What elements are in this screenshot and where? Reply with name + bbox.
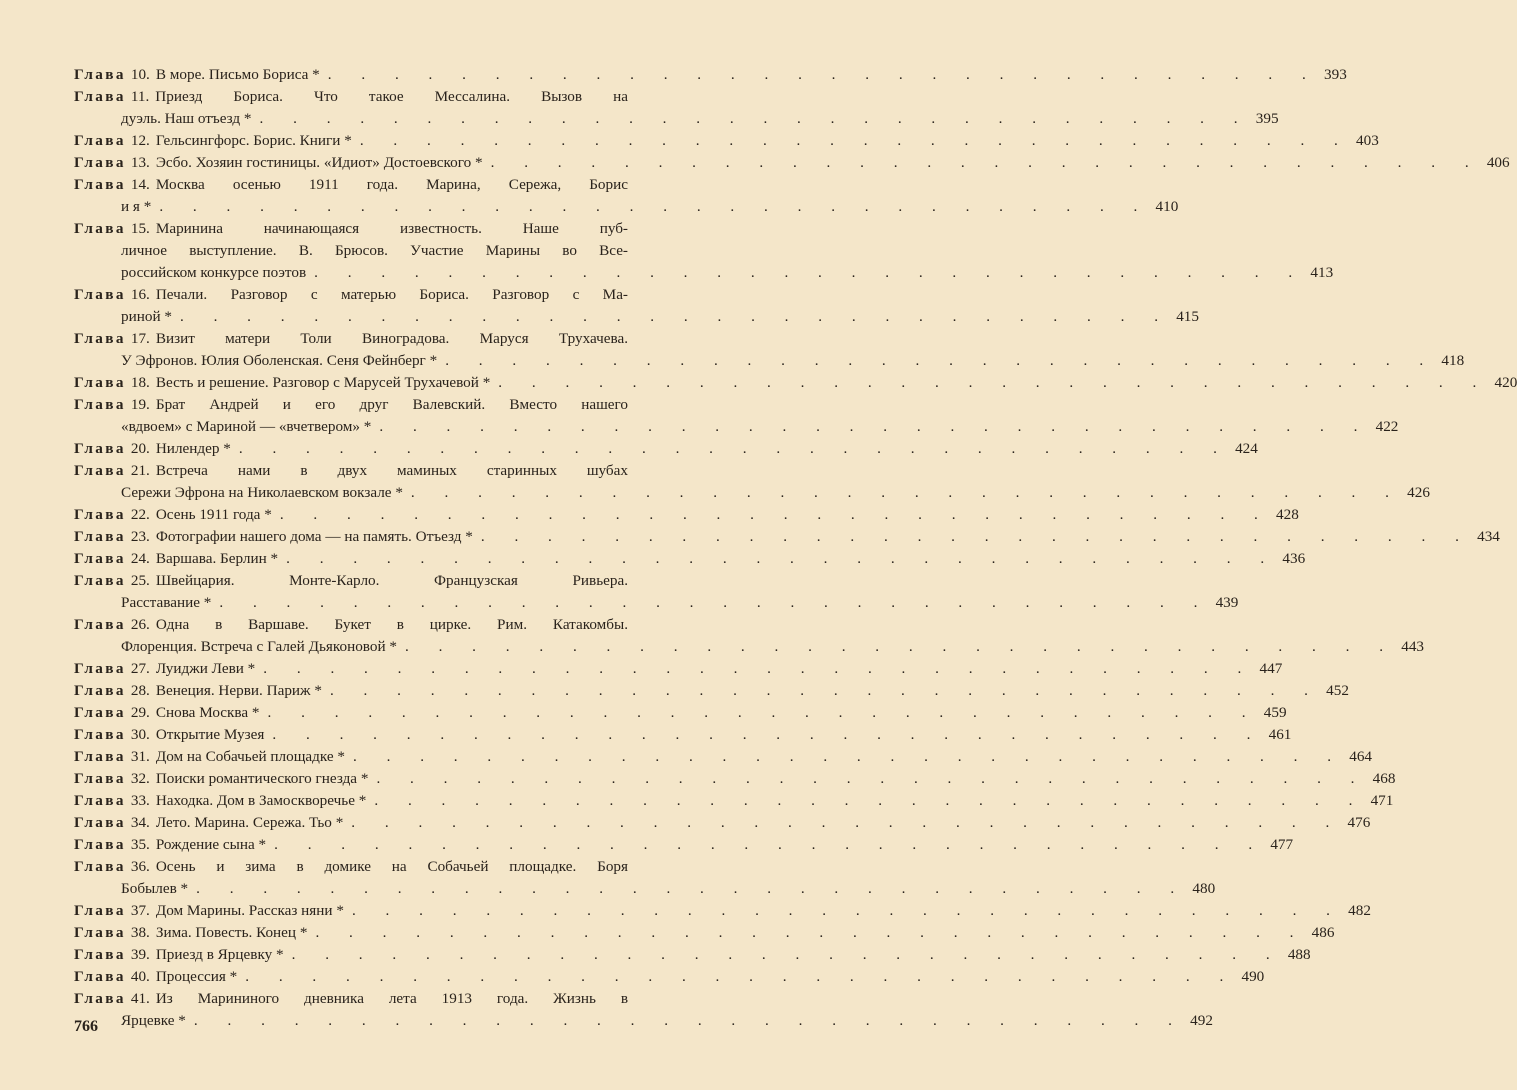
chapter-number: 26. (130, 616, 150, 633)
toc-entry-line (74, 834, 1294, 856)
chapter-page-number: 459 (1263, 704, 1287, 721)
chapter-page-number: 420 (1494, 374, 1517, 391)
toc-entry (74, 438, 1258, 460)
chapter-title: Расставание * (121, 594, 212, 611)
chapter-number: 23. (130, 528, 150, 545)
chapter-label: Глава (74, 506, 126, 523)
chapter-number: 19. (130, 396, 150, 413)
toc-entry (74, 526, 1500, 548)
chapter-page-number: 418 (1441, 352, 1465, 369)
chapter-title: Венеция. Нерви. Париж * (155, 682, 322, 699)
toc-entry-line (74, 548, 1306, 570)
chapter-number: 22. (130, 506, 150, 523)
chapter-title: Встреча нами в двух маминых старинных шубах (155, 462, 628, 479)
chapter-title: Поиски романтического гнезда * (155, 770, 369, 787)
chapter-page-number: 447 (1259, 660, 1283, 677)
chapter-label: Глава (74, 88, 126, 105)
chapter-label: Глава (74, 660, 126, 677)
chapter-page-number: 492 (1190, 1012, 1213, 1029)
toc-entry (74, 372, 1517, 394)
toc-entry (74, 174, 1179, 218)
toc-entry-line (74, 680, 1349, 702)
toc-entry (74, 724, 1292, 746)
chapter-page-number: 406 (1486, 154, 1510, 171)
toc-entry-line (74, 174, 656, 196)
toc-entry (74, 790, 1394, 812)
chapter-title: Эсбо. Хозяин гостиницы. «Идиот» Достоевского * (155, 154, 483, 171)
toc-entry-line (74, 218, 656, 240)
chapter-label: Глава (74, 396, 126, 413)
leader-dots: . . . . . . . . . . . . . . . . . . . . . . . . . . . . . . (410, 484, 1402, 501)
toc-entry-line (74, 526, 1500, 548)
chapter-page-number: 490 (1241, 968, 1265, 985)
toc-entry (74, 658, 1283, 680)
chapter-page-number: 471 (1370, 792, 1394, 809)
toc-entry-line (74, 460, 656, 482)
leader-dots: . . . . . . . . . . . . . . . . . . . . . . . . . . . . . . (179, 308, 1171, 325)
chapter-title: Осень 1911 года * (155, 506, 272, 523)
leader-dots: . . . . . . . . . . . . . . . . . . . . . . . . . . . . . . (238, 440, 1230, 457)
chapter-title: Процессия * (155, 968, 238, 985)
chapter-label: Глава (74, 132, 126, 149)
chapter-number: 36. (130, 858, 150, 875)
chapter-title: Осень и зима в домике на Собачьей площадке. Боря (155, 858, 628, 875)
chapter-title: Приезд Бориса. Что такое Мессалина. Вызов на (155, 88, 628, 105)
leader-dots: . . . . . . . . . . . . . . . . . . . . . . . . . . . . . . (272, 726, 1264, 743)
toc-entry-line (74, 922, 1335, 944)
toc-entry (74, 548, 1306, 570)
chapter-label: Глава (74, 528, 126, 545)
chapter-title: Бобылев * (121, 880, 189, 897)
toc-entry-line (74, 790, 1394, 812)
chapter-page-number: 476 (1347, 814, 1371, 831)
toc-entry (74, 504, 1299, 526)
leader-dots: . . . . . . . . . . . . . . . . . . . . . . . . . . . . . . (498, 374, 1490, 391)
toc-entry-line (74, 262, 1334, 284)
chapter-number: 24. (130, 550, 150, 567)
chapter-title: Фотографии нашего дома — на память. Отъезд * (155, 528, 473, 545)
chapter-page-number: 426 (1407, 484, 1430, 501)
chapter-label: Глава (74, 220, 126, 237)
leader-dots: . . . . . . . . . . . . . . . . . . . . . . . . . . . . . . (351, 814, 1343, 831)
leader-dots: . . . . . . . . . . . . . . . . . . . . . . . . . . . . . . (376, 770, 1368, 787)
chapter-title: Сережи Эфрона на Николаевском вокзале * (121, 484, 403, 501)
toc-entry-line (74, 504, 1299, 526)
chapter-title: Снова Москва * (155, 704, 260, 721)
chapter-number: 39. (130, 946, 150, 963)
chapter-page-number: 439 (1215, 594, 1239, 611)
chapter-number: 16. (130, 286, 150, 303)
toc-entry-line (74, 614, 656, 636)
toc-entry (74, 834, 1294, 856)
chapter-title: Из Марининого дневника лета 1913 года. Жизнь в (155, 990, 628, 1007)
page-number: 766 (74, 1018, 98, 1035)
toc-entry-line (74, 394, 656, 416)
leader-dots: . . . . . . . . . . . . . . . . . . . . . . . . . . . . . . (193, 1012, 1185, 1029)
toc-entry (74, 394, 1399, 438)
chapter-page-number: 443 (1401, 638, 1424, 655)
chapter-label: Глава (74, 858, 126, 875)
chapter-label: Глава (74, 770, 126, 787)
chapter-title: Визит матери Толи Виноградова. Маруся Трухачева. (155, 330, 628, 347)
leader-dots: . . . . . . . . . . . . . . . . . . . . . . . . . . . . . . (219, 594, 1211, 611)
toc-entry-line (74, 570, 656, 592)
chapter-page-number: 488 (1287, 946, 1311, 963)
chapter-number: 14. (130, 176, 150, 193)
leader-dots: . . . . . . . . . . . . . . . . . . . . . . . . . . . . . . (263, 660, 1255, 677)
chapter-page-number: 452 (1326, 682, 1349, 699)
chapter-number: 29. (130, 704, 150, 721)
chapter-label: Глава (74, 924, 126, 941)
chapter-number: 41. (130, 990, 150, 1007)
leader-dots: . . . . . . . . . . . . . . . . . . . . . . . . . . . . . . (327, 66, 1319, 83)
toc-entry-line (74, 812, 1371, 834)
chapter-page-number: 403 (1356, 132, 1379, 149)
toc-entry-line (74, 746, 1373, 768)
chapter-label: Глава (74, 704, 126, 721)
chapter-label: Глава (74, 572, 126, 589)
toc-entry-line (74, 350, 1465, 372)
chapter-number: 34. (130, 814, 150, 831)
chapter-label: Глава (74, 374, 126, 391)
toc-entry-line (74, 64, 1347, 86)
chapter-title: Одна в Варшаве. Букет в цирке. Рим. Катакомбы. (155, 616, 628, 633)
table-of-contents (74, 64, 1517, 1032)
chapter-label: Глава (74, 154, 126, 171)
toc-entry (74, 922, 1335, 944)
leader-dots: . . . . . . . . . . . . . . . . . . . . . . . . . . . . . . (315, 924, 1307, 941)
chapter-number: 28. (130, 682, 150, 699)
chapter-label: Глава (74, 990, 126, 1007)
chapter-title: Рождение сына * (155, 836, 267, 853)
chapter-page-number: 480 (1192, 880, 1216, 897)
chapter-title: и я * (121, 198, 152, 215)
toc-entry-line (74, 240, 656, 262)
toc-entry-line (74, 196, 1179, 218)
chapter-label: Глава (74, 462, 126, 479)
toc-entry-line (74, 856, 656, 878)
toc-entry-line (74, 1010, 1213, 1032)
leader-dots: . . . . . . . . . . . . . . . . . . . . . . . . . . . . . . (245, 968, 1237, 985)
toc-entry (74, 768, 1396, 790)
chapter-label: Глава (74, 550, 126, 567)
leader-dots: . . . . . . . . . . . . . . . . . . . . . . . . . . . . . . (314, 264, 1306, 281)
chapter-label: Глава (74, 902, 126, 919)
leader-dots: . . . . . . . . . . . . . . . . . . . . . . . . . . . . . . (274, 836, 1266, 853)
chapter-title: Находка. Дом в Замоскворечье * (155, 792, 367, 809)
toc-entry-line (74, 900, 1371, 922)
toc-entry (74, 64, 1347, 86)
toc-entry (74, 218, 1334, 284)
chapter-label: Глава (74, 836, 126, 853)
leader-dots: . . . . . . . . . . . . . . . . . . . . . . . . . . . . . . (445, 352, 1437, 369)
chapter-page-number: 461 (1268, 726, 1292, 743)
chapter-title: В море. Письмо Бориса * (155, 66, 320, 83)
chapter-number: 30. (130, 726, 150, 743)
toc-entry (74, 944, 1311, 966)
chapter-page-number: 395 (1255, 110, 1279, 127)
leader-dots: . . . . . . . . . . . . . . . . . . . . . . . . . . . . . . (374, 792, 1366, 809)
chapter-title: Дом на Собачьей площадке * (155, 748, 345, 765)
chapter-label: Глава (74, 814, 126, 831)
leader-dots: . . . . . . . . . . . . . . . . . . . . . . . . . . . . . . (279, 506, 1271, 523)
chapter-title: Лето. Марина. Сережа. Тьо * (155, 814, 344, 831)
toc-entry (74, 570, 1239, 614)
chapter-number: 18. (130, 374, 150, 391)
chapter-label: Глава (74, 968, 126, 985)
chapter-label: Глава (74, 440, 126, 457)
chapter-label: Глава (74, 726, 126, 743)
leader-dots: . . . . . . . . . . . . . . . . . . . . . . . . . . . . . . (267, 704, 1259, 721)
toc-entry-line (74, 306, 1199, 328)
toc-entry (74, 328, 1465, 372)
toc-entry-line (74, 438, 1258, 460)
leader-dots: . . . . . . . . . . . . . . . . . . . . . . . . . . . . . . (286, 550, 1278, 567)
chapter-page-number: 468 (1372, 770, 1396, 787)
chapter-title: Маринина начинающаяся известность. Наше пуб- (155, 220, 628, 237)
chapter-page-number: 424 (1235, 440, 1258, 457)
toc-entry-line (74, 702, 1287, 724)
chapter-number: 13. (130, 154, 150, 171)
leader-dots: . . . . . . . . . . . . . . . . . . . . . . . . . . . . . . (291, 946, 1283, 963)
leader-dots: . . . . . . . . . . . . . . . . . . . . . . . . . . . . . . (359, 132, 1351, 149)
chapter-page-number: 482 (1348, 902, 1371, 919)
chapter-label: Глава (74, 176, 126, 193)
chapter-title: личное выступление. В. Брюсов. Участие Марины во Все- (121, 242, 628, 259)
chapter-number: 32. (130, 770, 150, 787)
toc-entry (74, 746, 1373, 768)
toc-entry-line (74, 768, 1396, 790)
leader-dots: . . . . . . . . . . . . . . . . . . . . . . . . . . . . . . (379, 418, 1371, 435)
toc-entry (74, 856, 1216, 900)
chapter-title: Печали. Разговор с матерью Бориса. Разговор с Ма- (155, 286, 628, 303)
toc-entry-line (74, 284, 656, 306)
toc-entry-line (74, 108, 1279, 130)
chapter-number: 10. (130, 66, 150, 83)
toc-entry-line (74, 152, 1510, 174)
chapter-number: 38. (130, 924, 150, 941)
chapter-number: 25. (130, 572, 150, 589)
chapter-page-number: 428 (1276, 506, 1299, 523)
toc-entry-line (74, 482, 1430, 504)
chapter-number: 40. (130, 968, 150, 985)
chapter-title: Приезд в Ярцевку * (155, 946, 284, 963)
chapter-title: риной * (121, 308, 172, 325)
chapter-page-number: 486 (1311, 924, 1335, 941)
chapter-number: 11. (130, 88, 150, 105)
chapter-title: Швейцария. Монте-Карло. Французская Ривьера. (155, 572, 628, 589)
chapter-page-number: 436 (1282, 550, 1306, 567)
chapter-title: Москва осенью 1911 года. Марина, Сережа, Борис (155, 176, 628, 193)
chapter-number: 20. (130, 440, 150, 457)
leader-dots: . . . . . . . . . . . . . . . . . . . . . . . . . . . . . . (196, 880, 1188, 897)
chapter-label: Глава (74, 286, 126, 303)
chapter-page-number: 477 (1270, 836, 1294, 853)
toc-entry (74, 130, 1379, 152)
toc-entry (74, 460, 1430, 504)
chapter-title: Гельсингфорс. Борис. Книги * (155, 132, 352, 149)
chapter-page-number: 413 (1310, 264, 1334, 281)
chapter-label: Глава (74, 792, 126, 809)
leader-dots: . . . . . . . . . . . . . . . . . . . . . . . . . . . . . . (159, 198, 1151, 215)
chapter-number: 33. (130, 792, 150, 809)
toc-entry-line (74, 130, 1379, 152)
toc-entry-line (74, 416, 1399, 438)
chapter-label: Глава (74, 616, 126, 633)
chapter-number: 15. (130, 220, 150, 237)
toc-entry (74, 284, 1199, 328)
toc-entry-line (74, 372, 1517, 394)
chapter-number: 12. (130, 132, 150, 149)
chapter-title: российском конкурсе поэтов (121, 264, 307, 281)
chapter-number: 37. (130, 902, 150, 919)
chapter-number: 21. (130, 462, 150, 479)
leader-dots: . . . . . . . . . . . . . . . . . . . . . . . . . . . . . . (480, 528, 1472, 545)
toc-entry (74, 86, 1279, 130)
chapter-page-number: 434 (1477, 528, 1500, 545)
toc-entry (74, 966, 1265, 988)
chapter-title: У Эфронов. Юлия Оболенская. Сеня Фейнберг * (121, 352, 438, 369)
leader-dots: . . . . . . . . . . . . . . . . . . . . . . . . . . . . . . (259, 110, 1251, 127)
chapter-title: дуэль. Наш отъезд * (121, 110, 252, 127)
chapter-title: Дом Марины. Рассказ няни * (155, 902, 344, 919)
toc-entry (74, 900, 1371, 922)
toc-entry (74, 812, 1371, 834)
chapter-number: 31. (130, 748, 150, 765)
chapter-title: Флоренция. Встреча с Галей Дьяконовой * (121, 638, 397, 655)
toc-entry-line (74, 592, 1239, 614)
chapter-number: 35. (130, 836, 150, 853)
chapter-number: 27. (130, 660, 150, 677)
toc-entry-line (74, 328, 656, 350)
toc-entry-line (74, 658, 1283, 680)
chapter-title: Ярцевке * (121, 1012, 186, 1029)
toc-entry-line (74, 944, 1311, 966)
chapter-label: Глава (74, 748, 126, 765)
chapter-page-number: 464 (1349, 748, 1373, 765)
chapter-label: Глава (74, 330, 126, 347)
toc-entry (74, 988, 1213, 1032)
toc-entry (74, 680, 1349, 702)
toc-entry (74, 614, 1424, 658)
leader-dots: . . . . . . . . . . . . . . . . . . . . . . . . . . . . . . (353, 748, 1345, 765)
leader-dots: . . . . . . . . . . . . . . . . . . . . . . . . . . . . . . (329, 682, 1321, 699)
toc-entry-line (74, 86, 656, 108)
chapter-label: Глава (74, 682, 126, 699)
toc-entry-line (74, 878, 1216, 900)
chapter-title: Открытие Музея (155, 726, 265, 743)
toc-entry-line (74, 724, 1292, 746)
chapter-page-number: 410 (1155, 198, 1179, 215)
chapter-title: «вдвоем» с Мариной — «вчетвером» * (121, 418, 372, 435)
chapter-page-number: 393 (1324, 66, 1347, 83)
chapter-title: Луиджи Леви * (155, 660, 256, 677)
chapter-number: 17. (130, 330, 150, 347)
chapter-title: Варшава. Берлин * (155, 550, 279, 567)
leader-dots: . . . . . . . . . . . . . . . . . . . . . . . . . . . . . . (351, 902, 1343, 919)
chapter-title: Зима. Повесть. Конец * (155, 924, 308, 941)
toc-entry-line (74, 636, 1424, 658)
chapter-page-number: 415 (1176, 308, 1199, 325)
chapter-title: Нилендер * (155, 440, 231, 457)
chapter-label: Глава (74, 66, 126, 83)
leader-dots: . . . . . . . . . . . . . . . . . . . . . . . . . . . . . . (404, 638, 1396, 655)
toc-entry-line (74, 966, 1265, 988)
toc-entry (74, 152, 1510, 174)
toc-entry (74, 702, 1287, 724)
chapter-label: Глава (74, 946, 126, 963)
toc-entry-line (74, 988, 656, 1010)
leader-dots: . . . . . . . . . . . . . . . . . . . . . . . . . . . . . . (490, 154, 1482, 171)
chapter-title: Брат Андрей и его друг Валевский. Вместо нашего (155, 396, 628, 413)
chapter-title: Весть и решение. Разговор с Марусей Трухачевой * (155, 374, 491, 391)
chapter-page-number: 422 (1375, 418, 1399, 435)
